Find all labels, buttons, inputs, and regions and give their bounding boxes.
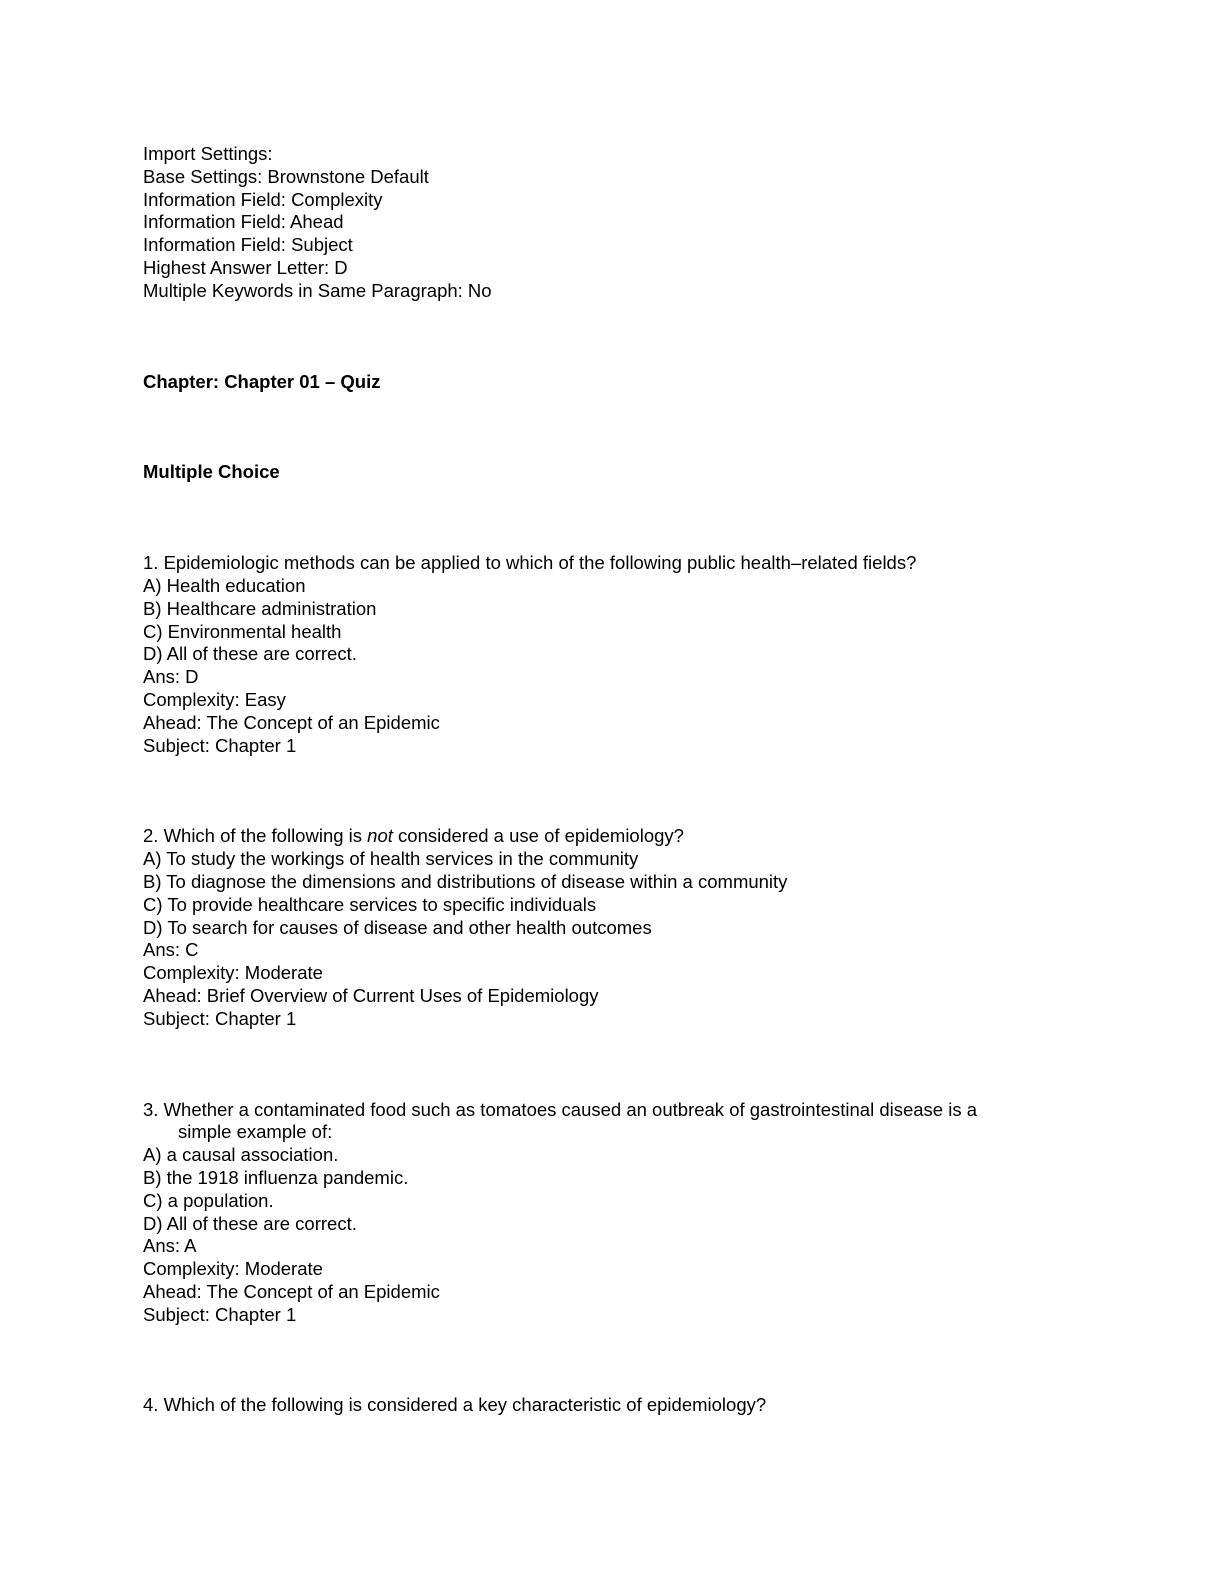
question-3: [143, 1099, 1083, 1327]
import-settings-line: Information Field: Complexity: [143, 188, 383, 210]
answer-key: Ans: D: [143, 666, 199, 688]
subject-field: Subject: Chapter 1: [143, 1303, 297, 1325]
question-1: [143, 552, 1083, 757]
question-stem: [143, 825, 1083, 848]
question-stem: 1. Epidemiologic methods can be applied to which of the following public health–related fields?: [143, 552, 917, 574]
subject-field: Subject: Chapter 1: [143, 1007, 297, 1029]
complexity-field: Complexity: Easy: [143, 688, 286, 710]
answer-key: Ans: A: [143, 1235, 197, 1257]
complexity-field: Complexity: Moderate: [143, 1258, 323, 1280]
answer-option: D) All of these are correct.: [143, 643, 357, 665]
subject-field: Subject: Chapter 1: [143, 734, 297, 756]
answer-key: Ans: C: [143, 939, 199, 961]
question-stem-emphasis: not: [367, 825, 393, 847]
answer-option: C) To provide healthcare services to specific individuals: [143, 893, 597, 915]
chapter-heading: Chapter: Chapter 01 – Quiz: [143, 370, 381, 392]
question-stem: 3. Whether a contaminated food such as tomatoes caused an outbreak of gastrointestinal disease is a: [143, 1098, 978, 1120]
answer-option: A) a causal association.: [143, 1144, 339, 1166]
import-settings-line: Information Field: Subject: [143, 234, 353, 256]
ahead-field: Ahead: Brief Overview of Current Uses of Epidemiology: [143, 984, 599, 1006]
answer-option: D) All of these are correct.: [143, 1212, 357, 1234]
answer-option: D) To search for causes of disease and other health outcomes: [143, 916, 652, 938]
answer-option: A) To study the workings of health services in the community: [143, 848, 639, 870]
document-body: [143, 143, 1083, 1417]
import-settings-line: Multiple Keywords in Same Paragraph: No: [143, 279, 492, 301]
answer-option: B) Healthcare administration: [143, 597, 377, 619]
import-settings-line: Base Settings: Brownstone Default: [143, 165, 429, 187]
answer-option: B) To diagnose the dimensions and distributions of disease within a community: [143, 870, 788, 892]
question-stem-part: considered a use of epidemiology?: [392, 825, 684, 847]
import-settings-line: Information Field: Ahead: [143, 211, 344, 233]
ahead-field: Ahead: The Concept of an Epidemic: [143, 711, 440, 733]
question-stem: 4. Which of the following is considered a key characteristic of epidemiology?: [143, 1394, 767, 1416]
answer-option: C) Environmental health: [143, 620, 342, 642]
answer-option: A) Health education: [143, 574, 306, 596]
answer-option: B) the 1918 influenza pandemic.: [143, 1166, 409, 1188]
complexity-field: Complexity: Moderate: [143, 962, 323, 984]
answer-option: C) a population.: [143, 1189, 274, 1211]
ahead-field: Ahead: The Concept of an Epidemic: [143, 1280, 440, 1302]
import-settings-block: [143, 143, 1083, 303]
import-settings-line: Import Settings:: [143, 143, 273, 164]
question-stem-part: 2. Which of the following is: [143, 825, 368, 847]
import-settings-line: Highest Answer Letter: D: [143, 256, 348, 278]
question-4: [143, 1394, 1083, 1417]
question-stem-continuation: simple example of:: [178, 1121, 333, 1143]
section-heading: Multiple Choice: [143, 461, 280, 483]
question-2: [143, 825, 1083, 1030]
